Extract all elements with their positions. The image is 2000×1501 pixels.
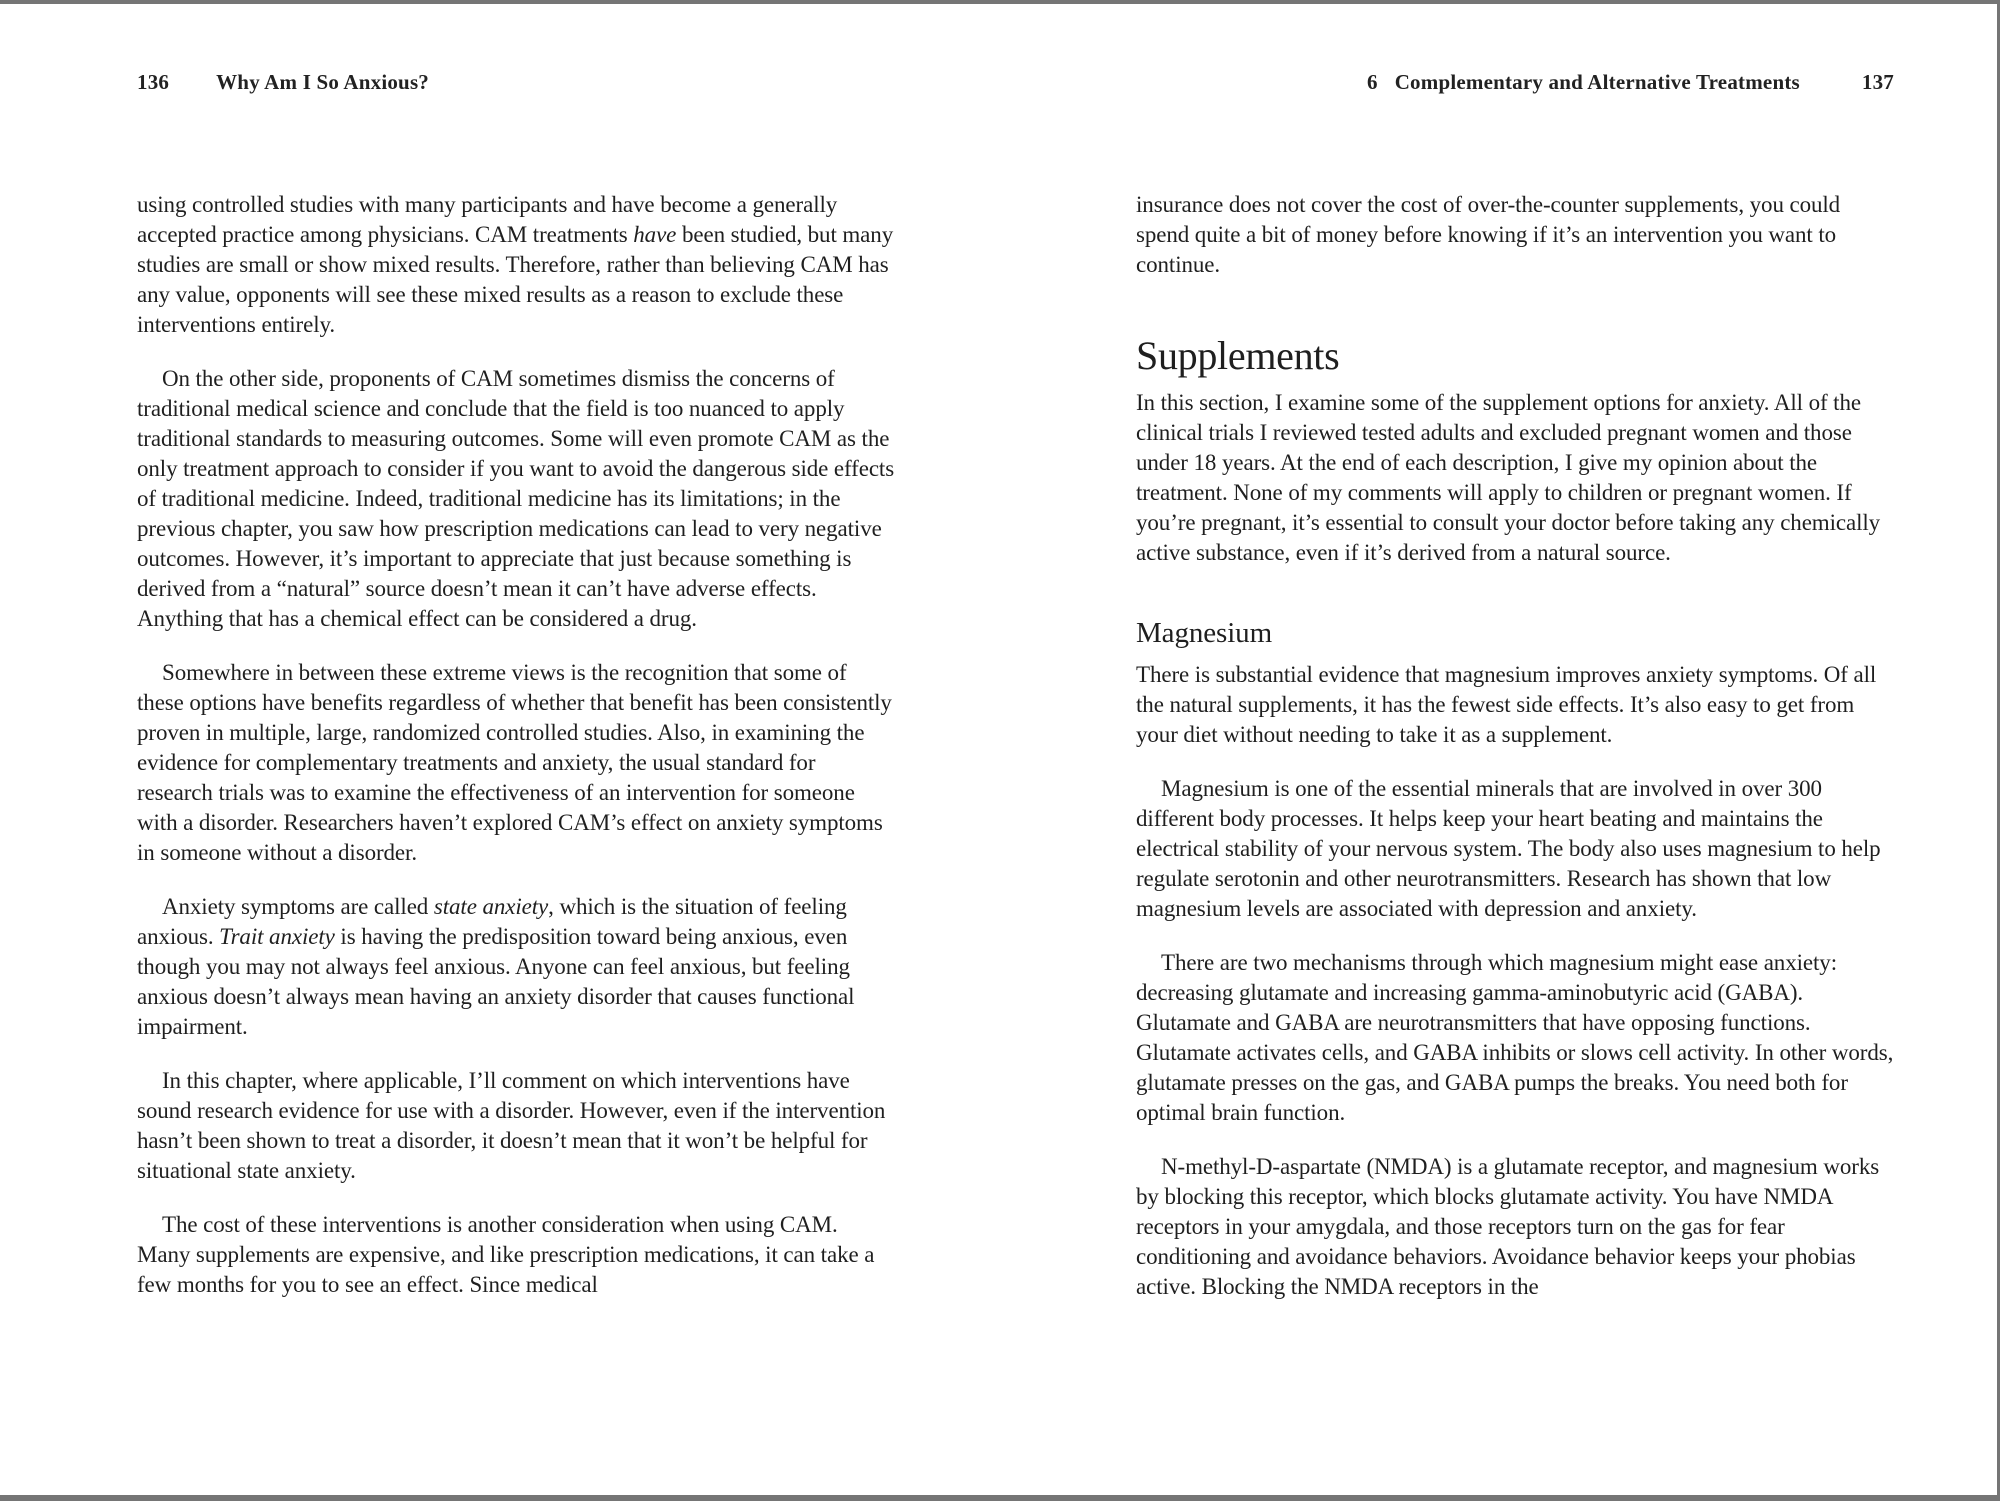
paragraph: There is substantial evidence that magnesium improves anxiety symptoms. Of all the natural supplements, it has the fewest side effects. It’s also easy to get from your diet without needing to take it as a supplement.: [1136, 662, 1877, 747]
left-running-title: Why Am I So Anxious?: [216, 70, 430, 94]
paragraph: insurance does not cover the cost of over-the-counter supplements, you could spend quite a bit of money before knowing if it’s an intervention you want to continue.: [1136, 192, 1841, 277]
bottom-edge-bar: [0, 1495, 2000, 1501]
paragraph: There are two mechanisms through which magnesium might ease anxiety: decreasing glutamate and increasing gamma-aminobutyric acid (GABA). Glutamate and GABA are neurotransmitters that have opposing functions. Glutamate activates cells, and GABA inhibits or slows cell activity. In other words, glutamate presses on the gas, and GABA pumps the breaks. You need both for optimal brain function.: [1136, 950, 1894, 1125]
paragraph: On the other side, proponents of CAM sometimes dismiss the concerns of traditional medical science and conclude that the field is too nuanced to apply traditional standards to measuring outcomes. Some will even promote CAM as the only treatment approach to consider if you want to avoid the dangerous side effects of traditional medicine. Indeed, traditional medicine has its limitations; in the previous chapter, you saw how prescription medications can lead to very negative outcomes. However, it’s important to appreciate that just because something is derived from a “natural” source doesn’t mean it can’t have adverse effects. Anything that has a chemical effect can be considered a drug.: [137, 366, 895, 631]
left-body-text: [137, 190, 895, 1324]
right-running-head: [1136, 70, 1894, 95]
paragraph: The cost of these interventions is another consideration when using CAM. Many supplements are expensive, and like prescription medications, it can take a few months for you to see an effect. Since medical: [137, 1212, 875, 1297]
paragraph: using controlled studies with many participants and have become a generally accepted practice among physicians. CAM treatments have been studied, but many studies are small or show mixed results. Therefore, rather than believing CAM has any value, opponents will see these mixed results as a reason to exclude these interventions entirely.: [137, 192, 894, 337]
top-edge-bar: [0, 0, 2000, 4]
left-running-head: [137, 70, 895, 95]
paragraph: In this section, I examine some of the supplement options for anxiety. All of the clinical trials I reviewed tested adults and excluded pregnant women and those under 18 years. At the end of each description, I give my opinion about the treatment. None of my comments will apply to children or pregnant women. If you’re pregnant, it’s essential to consult your doctor before taking any chemically active substance, even if it’s derived from a natural source.: [1136, 390, 1881, 565]
paragraph: Anxiety symptoms are called state anxiety, which is the situation of feeling anxious. Trait anxiety is having the predisposition toward being anxious, even though you may not always feel anxious. Anyone can feel anxious, but feeling anxious doesn’t always mean having an anxiety disorder that causes functional impairment.: [137, 894, 855, 1039]
right-running-title: Complementary and Alternative Treatments: [1394, 70, 1800, 94]
left-page-number: 136: [137, 70, 170, 94]
right-body-text: [1136, 190, 1894, 1326]
paragraph: N-methyl-D-aspartate (NMDA) is a glutamate receptor, and magnesium works by blocking this receptor, which blocks glutamate activity. You have NMDA receptors in your amygdala, and those receptors turn on the gas for fear conditioning and avoidance behaviors. Avoidance behavior keeps your phobias active. Blocking the NMDA receptors in the: [1136, 1154, 1880, 1299]
right-page-number: 137: [1861, 70, 1894, 94]
paragraph: Somewhere in between these extreme views is the recognition that some of these options have benefits regardless of whether that benefit has been consistently proven in multiple, large, randomized controlled studies. Also, in examining the evidence for complementary treatments and anxiety, the usual standard for research trials was to examine the effectiveness of an intervention for someone with a disorder. Researchers haven’t explored CAM’s effect on anxiety symptoms in someone without a disorder.: [137, 660, 892, 865]
paragraph: In this chapter, where applicable, I’ll comment on which interventions have sound research evidence for use with a disorder. However, even if the intervention hasn’t been shown to treat a disorder, it doesn’t mean that it won’t be helpful for situational state anxiety.: [137, 1068, 886, 1183]
magnesium-subsection-heading: Magnesium: [1136, 617, 1273, 649]
supplements-section-heading: Supplements: [1136, 333, 1340, 378]
paragraph: Magnesium is one of the essential minerals that are involved in over 300 different body processes. It helps keep your heart beating and maintains the electrical stability of your nervous system. The body also uses magnesium to help regulate serotonin and other neurotransmitters. Research has shown that low magnesium levels are associated with depression and anxiety.: [1136, 776, 1881, 921]
chapter-number: 6: [1366, 70, 1378, 94]
